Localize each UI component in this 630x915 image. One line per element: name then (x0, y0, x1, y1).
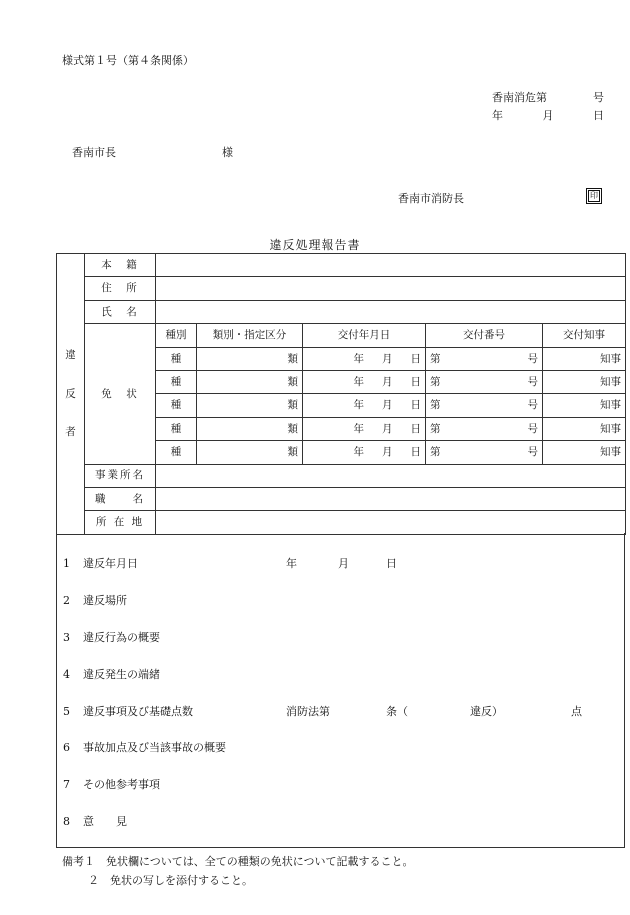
seal-mark: 印 (590, 191, 598, 200)
issue-date (492, 107, 604, 123)
header-category: 類別・指定区分 (197, 324, 303, 347)
jigyosho-field[interactable] (156, 464, 626, 487)
ld-day: 日 (410, 399, 421, 412)
shimei-field[interactable] (156, 300, 626, 323)
violator-char: 者 (65, 426, 76, 439)
section-number: 8 (63, 815, 70, 828)
ld-month: 月 (382, 446, 393, 459)
violator-table (56, 253, 626, 535)
s1-day: 日 (386, 557, 397, 570)
license-number[interactable] (426, 394, 543, 417)
ln-suffix: 号 (527, 446, 538, 459)
ld-year: 年 (353, 352, 364, 365)
section-number: 6 (63, 741, 70, 754)
ln-suffix: 号 (527, 399, 538, 412)
section-4[interactable] (63, 666, 160, 682)
ln-prefix: 第 (430, 422, 441, 435)
ld-year: 年 (353, 375, 364, 388)
section-label: 意 見 (83, 815, 127, 828)
section-number: 4 (63, 668, 70, 681)
section-number: 5 (63, 705, 70, 718)
jusho-label: 住 所 (85, 277, 156, 300)
ld-month: 月 (382, 375, 393, 388)
license-kind[interactable]: 種 (156, 370, 197, 393)
addressee (72, 144, 233, 160)
ln-suffix: 号 (527, 422, 538, 435)
section-number: 1 (63, 557, 70, 570)
shozaichi-label: 所 在 地 (85, 511, 156, 534)
jusho-field[interactable] (156, 277, 626, 300)
ld-day: 日 (410, 422, 421, 435)
ld-year: 年 (353, 399, 364, 412)
license-governor[interactable]: 知事 (543, 347, 626, 370)
shokumei-label: 職 名 (85, 487, 156, 510)
license-date[interactable] (303, 394, 426, 417)
ld-month: 月 (382, 422, 393, 435)
s5-points: 点 (571, 705, 582, 718)
section-label: 事故加点及び当該事故の概要 (83, 741, 226, 754)
license-kind[interactable]: 種 (156, 394, 197, 417)
section-8[interactable] (63, 813, 127, 829)
license-date[interactable] (303, 441, 426, 464)
ld-day: 日 (410, 352, 421, 365)
license-number[interactable] (426, 347, 543, 370)
date-month: 月 (542, 109, 554, 122)
ld-month: 月 (382, 399, 393, 412)
section-5[interactable] (63, 703, 582, 719)
ld-day: 日 (410, 446, 421, 459)
section-label: 違反事項及び基礎点数 (83, 705, 193, 718)
license-category[interactable]: 類 (197, 370, 303, 393)
header-issue-date: 交付年月日 (303, 324, 426, 347)
s5-law: 消防法第 (286, 705, 330, 718)
document-number (492, 89, 604, 105)
section-7[interactable] (63, 776, 160, 792)
s1-year: 年 (286, 557, 297, 570)
section-label: 違反場所 (83, 594, 127, 607)
date-year: 年 (492, 109, 503, 122)
section-label: 違反発生の端緒 (83, 668, 160, 681)
license-category[interactable]: 類 (197, 417, 303, 440)
license-date[interactable] (303, 347, 426, 370)
ln-prefix: 第 (430, 446, 441, 459)
ld-day: 日 (410, 375, 421, 388)
doc-number-prefix: 香南消危第 (492, 91, 547, 104)
ld-year: 年 (353, 422, 364, 435)
s1-month: 月 (338, 557, 349, 570)
section-number: 2 (63, 594, 70, 607)
ln-suffix: 号 (527, 352, 538, 365)
doc-number-suffix: 号 (593, 91, 604, 104)
seal-icon (586, 188, 602, 204)
violator-label (57, 254, 85, 535)
shimei-label: 氏 名 (85, 300, 156, 323)
note-2: ２ 免状の写しを添付すること。 (88, 874, 253, 887)
license-category[interactable]: 類 (197, 394, 303, 417)
s5-violation: 違反） (470, 705, 503, 718)
section-6[interactable] (63, 739, 226, 755)
license-number[interactable] (426, 441, 543, 464)
section-label: 違反行為の概要 (83, 631, 160, 644)
violator-char: 反 (65, 387, 76, 400)
license-governor[interactable]: 知事 (543, 417, 626, 440)
section-2[interactable] (63, 592, 127, 608)
section-label: 違反年月日 (83, 557, 138, 570)
honseki-label: 本 籍 (85, 254, 156, 277)
license-kind[interactable]: 種 (156, 441, 197, 464)
section-3[interactable] (63, 629, 160, 645)
document-title: 違反処理報告書 (269, 238, 361, 252)
license-governor[interactable]: 知事 (543, 441, 626, 464)
menjo-label: 免 状 (85, 324, 156, 464)
header-issue-number: 交付番号 (426, 324, 543, 347)
license-kind[interactable]: 種 (156, 417, 197, 440)
ln-prefix: 第 (430, 352, 441, 365)
license-number[interactable] (426, 417, 543, 440)
header-kind: 種別 (156, 324, 197, 347)
section-label: その他参考事項 (83, 778, 160, 791)
license-date[interactable] (303, 417, 426, 440)
license-date[interactable] (303, 370, 426, 393)
honseki-field[interactable] (156, 254, 626, 277)
license-kind[interactable]: 種 (156, 347, 197, 370)
report-sections (56, 533, 625, 848)
section-number: 7 (63, 778, 70, 791)
ld-month: 月 (382, 352, 393, 365)
date-day: 日 (593, 109, 604, 122)
ln-prefix: 第 (430, 375, 441, 388)
header-governor: 交付知事 (543, 324, 626, 347)
sender-name: 香南市消防長 (398, 192, 464, 205)
license-category[interactable]: 類 (197, 441, 303, 464)
license-number[interactable] (426, 370, 543, 393)
form-number: 様式第１号（第４条関係） (62, 54, 194, 67)
ln-prefix: 第 (430, 399, 441, 412)
license-category[interactable]: 類 (197, 347, 303, 370)
ln-suffix: 号 (527, 375, 538, 388)
s5-article: 条（ (386, 705, 408, 718)
shozaichi-field[interactable] (156, 511, 626, 534)
jigyosho-label: 事業所名 (85, 464, 156, 487)
section-1[interactable] (63, 555, 397, 571)
note-1: 備考１ 免状欄については、全ての種類の免状について記載すること。 (62, 855, 414, 868)
addressee-name: 香南市長 (72, 146, 116, 159)
shokumei-field[interactable] (156, 487, 626, 510)
violator-char: 違 (65, 349, 76, 362)
section-number: 3 (63, 631, 70, 644)
addressee-honorific: 様 (222, 146, 233, 159)
license-governor[interactable]: 知事 (543, 370, 626, 393)
license-governor[interactable]: 知事 (543, 394, 626, 417)
ld-year: 年 (353, 446, 364, 459)
